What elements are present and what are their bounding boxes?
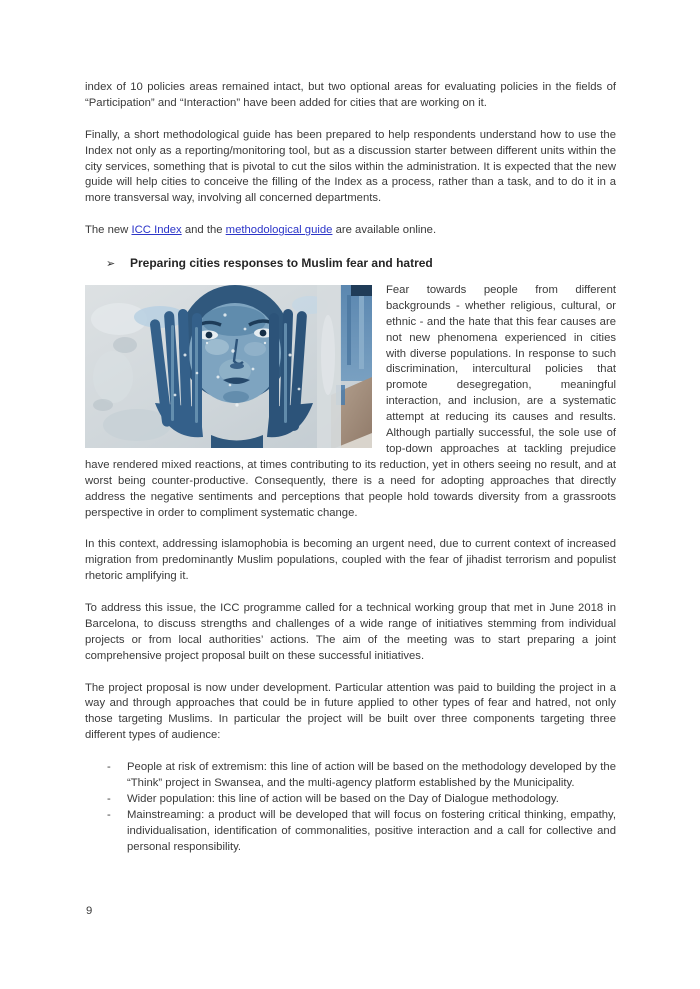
- text-run: Fear towards people from different backgrounds - whether religious, cultural, or ethnic - and the hate that this fear causes are not new phenomena experienced in cities with diverse populations. In response to such discrimination, intercultural policies that promote desegregation, meaningful interaction, and inclusion, are a systematic attempt at reducing its causes and results. Although partially successful, the sole use of top-down approaches at tackling prejudice have rendered mixed reactions, at times contributing to its reduction, yet in others seeing no result, and at worst being counter-productive. Consequently, there is a need for adopting approaches that directly address the negative sentiments and perceptions that people hold towards diversity from a grassroots perspective in order to compliment systematic change.: [85, 283, 616, 519]
- paragraph-fear-with-image: [85, 283, 616, 522]
- paragraph-islamophobia: In this context, addressing islamophobia is becoming an urgent need, due to current context of increased migration from predominantly Muslim populations, coupled with the fear of jihadist terrorism and populist rhetoric amplifying it.: [85, 538, 616, 583]
- text-run: and the: [181, 224, 226, 237]
- paragraph-barcelona-meeting: To address this issue, the ICC programme called for a technical working group that met in June 2018 in Barcelona, to discuss strengths and challenges of a wide range of initiatives stemming from individual projects or from local authorities’ actions. The aim of the meeting was to start preparing a joint comprehensive project proposal built on these successful initiatives.: [85, 602, 616, 662]
- bullet-list: [107, 760, 616, 855]
- text-run: The new: [85, 224, 132, 237]
- list-item: [107, 808, 616, 856]
- list-item: [107, 792, 616, 808]
- page-number: 9: [86, 905, 93, 917]
- dash-bullet-icon: -: [107, 761, 111, 774]
- text-run: are available online.: [332, 224, 437, 237]
- mural-image: [85, 285, 372, 448]
- list-item-text: People at risk of extremism: this line of action will be based on the methodology developed by the “Think” project in Swansea, and the multi-agency platform established by the Municipality.: [127, 761, 616, 789]
- list-item: [107, 760, 616, 792]
- paragraph-project-proposal: The project proposal is now under development. Particular attention was paid to building the project in a way and through approaches that could be in future applied to other types of fear and hatred, not only those targeting Muslims. In particular the project will be built over three components targeting three different types of audience:: [85, 681, 616, 742]
- dash-bullet-icon: -: [107, 808, 111, 821]
- list-item-text: Mainstreaming: a product will be developed that will focus on fostering critical thinking, empathy, individualisation, identification of commonalities, positive interaction and a call for collective and personal responsibility.: [127, 808, 616, 853]
- section-heading-text: Preparing cities responses to Muslim fear and hatred: [130, 255, 433, 270]
- page-content: [85, 80, 616, 855]
- arrow-bullet-icon: ➢: [106, 257, 116, 270]
- paragraph-methodological-guide: Finally, a short methodological guide has been prepared to help respondents understand how to use the Index not only as a reporting/monitoring tool, but as a discussion starter between different units within the city services, something that is pivotal to cut the silos within the administration. It is expected that the new guide will help cities to conceive the filling of the Index as a process, rather than a task, and to do it in a more transversal way, involving all concerned departments.: [85, 128, 616, 205]
- list-item-text: Wider population: this line of action will be based on the Day of Dialogue methodology.: [127, 792, 559, 805]
- dash-bullet-icon: -: [107, 792, 111, 805]
- paragraph-index-policies: index of 10 policies areas remained intact, but two optional areas for evaluating policies in the fields of “Participation” and “Interaction” have been added for cities that are working on it.: [85, 81, 616, 109]
- mural-image-svg: [85, 285, 372, 448]
- icc-index-link[interactable]: ICC Index: [131, 224, 182, 237]
- section-heading: [85, 255, 616, 272]
- methodological-guide-link[interactable]: methodological guide: [225, 224, 333, 237]
- paragraph-links: [85, 223, 616, 239]
